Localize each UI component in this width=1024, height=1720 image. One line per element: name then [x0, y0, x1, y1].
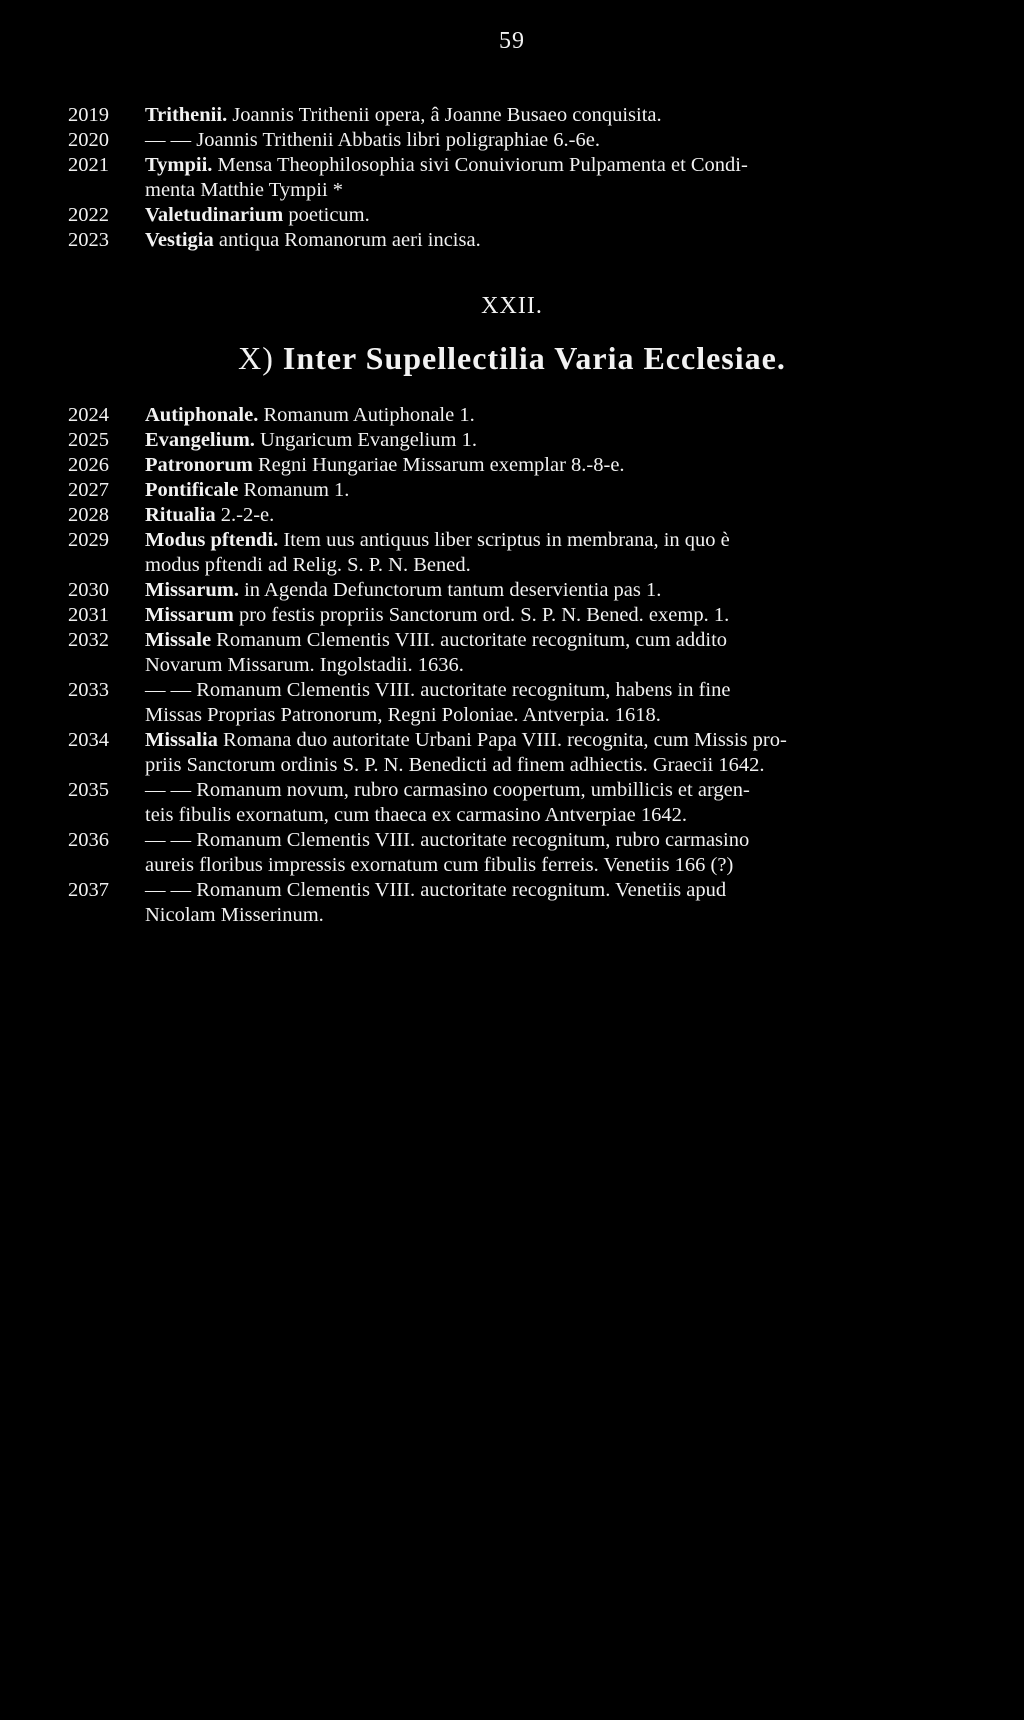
catalog-entry [68, 528, 958, 578]
entry-line [145, 403, 958, 428]
catalog-entry [68, 603, 958, 628]
entry-heading: Tympii. [145, 154, 213, 176]
entry-number: 2032 [68, 629, 109, 651]
catalog-entry [68, 503, 958, 528]
entry-text: menta Matthie Tympii * [145, 179, 344, 201]
entry-text: teis fibulis exornatum, cum thaeca ex carmasino Antverpiae 1642. [145, 804, 687, 826]
entry-text: Joannis Trithenii opera, â Joanne Busaeo conquisita. [232, 104, 662, 126]
catalog-entry [68, 478, 958, 503]
entry-text: Romanum 1. [243, 479, 350, 501]
entry-line [145, 453, 958, 478]
entry-number: 2026 [68, 454, 109, 476]
entry-line [145, 578, 958, 603]
entry-text: — — Joannis Trithenii Abbatis libri poligraphiae 6.-6e. [145, 129, 600, 151]
entry-text: in Agenda Defunctorum tantum deservientia pas 1. [244, 579, 662, 601]
entry-text: Item uus antiquus liber scriptus in membrana, in quo è [283, 529, 730, 551]
entry-number: 2035 [68, 779, 109, 801]
entry-heading: Autiphonale. [145, 404, 259, 426]
entry-heading: Modus pftendi. [145, 529, 279, 551]
catalog-entry [68, 203, 958, 228]
entry-number: 2031 [68, 604, 109, 626]
entry-text: Novarum Missarum. Ingolstadii. 1636. [145, 654, 464, 676]
entry-line [145, 853, 958, 878]
entry-text: poeticum. [288, 204, 370, 226]
entry-number: 2021 [68, 154, 109, 176]
entry-number: 2027 [68, 479, 109, 501]
entry-number: 2037 [68, 879, 109, 901]
entry-line [145, 753, 958, 778]
entry-text: Romanum Autiphonale 1. [263, 404, 475, 426]
catalog-entry [68, 153, 958, 203]
entry-text: Missas Proprias Patronorum, Regni Poloniae. Antverpia. 1618. [145, 704, 661, 726]
catalog-entry [68, 578, 958, 603]
entry-line [145, 803, 958, 828]
catalog-entry [68, 628, 958, 678]
entry-line [145, 478, 958, 503]
section-numeral: XXII. [481, 293, 543, 319]
entry-heading: Vestigia [145, 229, 214, 251]
entry-line [145, 503, 958, 528]
entry-line [145, 178, 958, 203]
entry-text: — — Romanum Clementis VIII. auctoritate recognitum. Venetiis apud [145, 879, 727, 901]
entry-text: — — Romanum novum, rubro carmasino coopertum, umbillicis et argen- [145, 779, 750, 801]
entry-heading: Ritualia [145, 504, 216, 526]
entry-line [145, 703, 958, 728]
catalog-entry [68, 228, 958, 253]
entry-heading: Evangelium. [145, 429, 255, 451]
entry-heading: Missale [145, 629, 212, 651]
entry-line [145, 428, 958, 453]
entry-text: Nicolam Misserinum. [145, 904, 324, 926]
entry-text: 2.-2-e. [220, 504, 275, 526]
entry-heading: Valetudinarium [145, 204, 284, 226]
entry-text: pro festis propriis Sanctorum ord. S. P. N. Bened. exemp. 1. [238, 604, 730, 626]
entry-line [145, 153, 958, 178]
entry-heading: Trithenii. [145, 104, 228, 126]
entry-text: antiqua Romanorum aeri incisa. [218, 229, 481, 251]
entry-text: — — Romanum Clementis VIII. auctoritate recognitum, rubro carmasino [145, 829, 750, 851]
entry-line [145, 603, 958, 628]
entry-line [145, 128, 958, 153]
entry-text: — — Romanum Clementis VIII. auctoritate recognitum, habens in fine [145, 679, 731, 701]
entry-heading: Patronorum [145, 454, 253, 476]
entry-text: priis Sanctorum ordinis S. P. N. Benedicti ad finem adhiectis. Graecii 1642. [145, 754, 765, 776]
entry-line [145, 228, 958, 253]
entry-line [145, 878, 958, 903]
entry-heading: Missarum. [145, 579, 239, 601]
section-title [0, 340, 1024, 377]
entry-text: Romanum Clementis VIII. auctoritate recognitum, cum addito [216, 629, 728, 651]
entry-line [145, 778, 958, 803]
entry-number: 2025 [68, 429, 109, 451]
entry-line [145, 678, 958, 703]
catalog-entry [68, 453, 958, 478]
entry-line [145, 828, 958, 853]
catalog-entry [68, 128, 958, 153]
catalog-entry [68, 728, 958, 778]
entry-number: 2029 [68, 529, 109, 551]
catalog-entry [68, 778, 958, 828]
entry-line [145, 653, 958, 678]
catalog-entry [68, 828, 958, 878]
catalog-entry [68, 678, 958, 728]
catalog-entry [68, 428, 958, 453]
entry-line [145, 628, 958, 653]
entry-line [145, 728, 958, 753]
entry-heading: Missarum [145, 604, 234, 626]
entry-line [145, 203, 958, 228]
entry-text: Romana duo autoritate Urbani Papa VIII. recognita, cum Missis pro- [223, 729, 787, 751]
entry-line [145, 528, 958, 553]
entry-text: modus pftendi ad Relig. S. P. N. Bened. [145, 554, 471, 576]
section-letter: X) [238, 340, 274, 376]
catalog-entry [68, 403, 958, 428]
catalog-entry [68, 878, 958, 928]
entry-line [145, 103, 958, 128]
entries-top [68, 103, 958, 253]
entry-text: aureis floribus impressis exornatum cum fibulis ferreis. Venetiis 166 (?) [145, 854, 734, 876]
entry-number: 2028 [68, 504, 109, 526]
entry-text: Mensa Theophilosophia sivi Conuiviorum Pulpamenta et Condi- [217, 154, 748, 176]
entry-number: 2033 [68, 679, 109, 701]
entry-number: 2023 [68, 229, 109, 251]
entry-line [145, 903, 958, 928]
entries-main [68, 403, 958, 928]
entry-number: 2020 [68, 129, 109, 151]
section-title-text: Inter Supellectilia Varia Ecclesiae. [282, 340, 786, 376]
page-number: 59 [499, 28, 525, 54]
entry-text: Regni Hungariae Missarum exemplar 8.-8-e. [257, 454, 625, 476]
catalog-entry [68, 103, 958, 128]
entry-number: 2022 [68, 204, 109, 226]
entry-number: 2034 [68, 729, 109, 751]
entry-number: 2019 [68, 104, 109, 126]
entry-number: 2030 [68, 579, 109, 601]
entry-number: 2024 [68, 404, 109, 426]
entry-text: Ungaricum Evangelium 1. [260, 429, 477, 451]
entry-line [145, 553, 958, 578]
entry-heading: Missalia [145, 729, 218, 751]
entry-number: 2036 [68, 829, 109, 851]
entry-heading: Pontificale [145, 479, 239, 501]
